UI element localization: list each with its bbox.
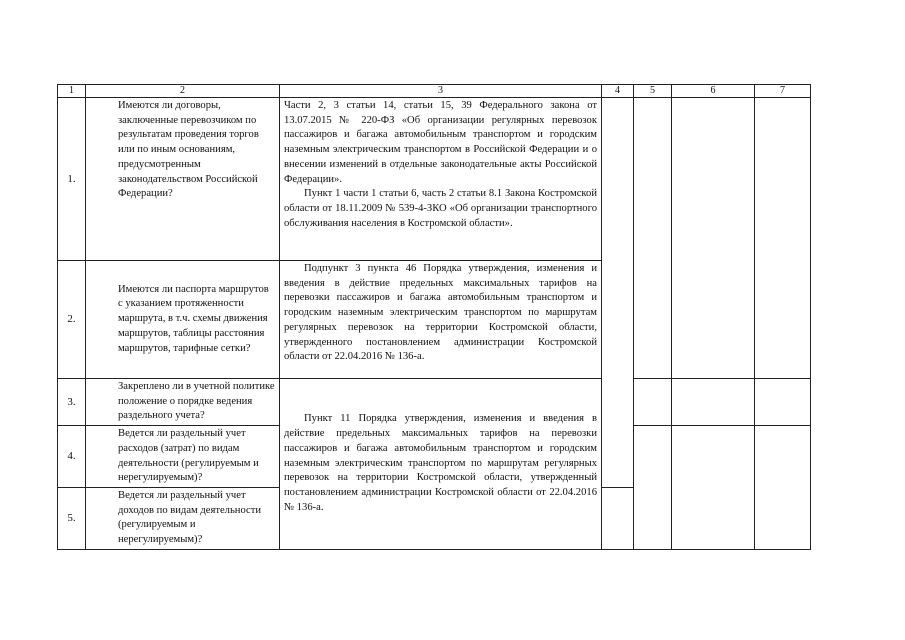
- column-7-cell: [755, 426, 811, 550]
- header-col-6: 6: [672, 85, 755, 98]
- table-row: [58, 379, 811, 426]
- row-number: 1.: [58, 98, 86, 261]
- checklist-table: [57, 84, 811, 550]
- header-col-4: 4: [602, 85, 634, 98]
- law-reference-cell: [280, 261, 602, 379]
- row-number: 2.: [58, 261, 86, 379]
- column-5-cell: [634, 379, 672, 426]
- question-cell: Ведется ли раздельный учет доходов по видам деятельности (регулируемым и нерегулируемым)?: [86, 487, 280, 549]
- row-number: 5.: [58, 487, 86, 549]
- question-cell: Имеются ли договоры, заключенные перевозчиком по результатам проведения торгов или по иным основаниям, предусмотренным законодательством Российской Федерации?: [86, 98, 280, 261]
- header-col-3: 3: [280, 85, 602, 98]
- question-cell: Имеются ли паспорта маршрутов с указанием протяженности маршрута, в т.ч. схемы движения маршрутов, таблицы расстояния маршрутов, тарифные сетки?: [86, 261, 280, 379]
- header-col-5: 5: [634, 85, 672, 98]
- row-number: 3.: [58, 379, 86, 426]
- law-paragraph: Подпункт 3 пункта 46 Порядка утверждения, изменения и введения в действие предельных максимальных тарифов на перевозки пассажиров и багажа автомобильным транспортом и городским наземным электрическим транспортом по маршрутам регулярных перевозок на территории Костромской области, утвержденного постановлением администрации Костромской области от 22.04.2016 № 136-а.: [284, 263, 597, 363]
- law-reference-cell: [280, 98, 602, 261]
- column-4-cell: [602, 487, 634, 549]
- header-col-1: 1: [58, 85, 86, 98]
- row-number: 4.: [58, 426, 86, 488]
- column-7-cell: [755, 379, 811, 426]
- column-7-cell: [755, 98, 811, 379]
- table-row: [58, 98, 811, 261]
- law-paragraph: Части 2, 3 статьи 14, статьи 15, 39 Федерального закона от 13.07.2015 № 220-ФЗ «Об организации регулярных перевозок пассажиров и багажа автомобильным транспортом и городским наземным электрическим транспортом в Российской Федерации и о внесении изменений в отдельные законодательные акты Российской Федерации».: [284, 100, 597, 185]
- column-6-cell: [672, 426, 755, 550]
- column-5-cell: [634, 98, 672, 379]
- header-row: [58, 85, 811, 98]
- law-paragraph: Пункт 11 Порядка утверждения, изменения и введения в действие предельных максимальных тарифов на перевозки пассажиров и багажа автомобильным транспортом и городским наземным электрическим транспортом по маршрутам регулярных перевозок на территории Костромской области, утвержденный постановлением администрации Костромской области от 22.04.2016 № 136-а.: [284, 413, 597, 513]
- law-reference-cell: [280, 379, 602, 550]
- header-col-7: 7: [755, 85, 811, 98]
- column-6-cell: [672, 98, 755, 379]
- law-paragraph: Пункт 1 части 1 статьи 6, часть 2 статьи 8.1 Закона Костромской области от 18.11.2009 № 539-4-ЗКО «Об организации транспортного обслуживания населения в Костромской области».: [284, 188, 597, 229]
- column-5-cell: [634, 426, 672, 550]
- question-cell: Закреплено ли в учетной политике положение о порядке ведения раздельного учета?: [86, 379, 280, 426]
- column-6-cell: [672, 379, 755, 426]
- column-4-cell: [602, 98, 634, 488]
- header-col-2: 2: [86, 85, 280, 98]
- question-cell: Ведется ли раздельный учет расходов (затрат) по видам деятельности (регулируемым и нерегулируемым)?: [86, 426, 280, 488]
